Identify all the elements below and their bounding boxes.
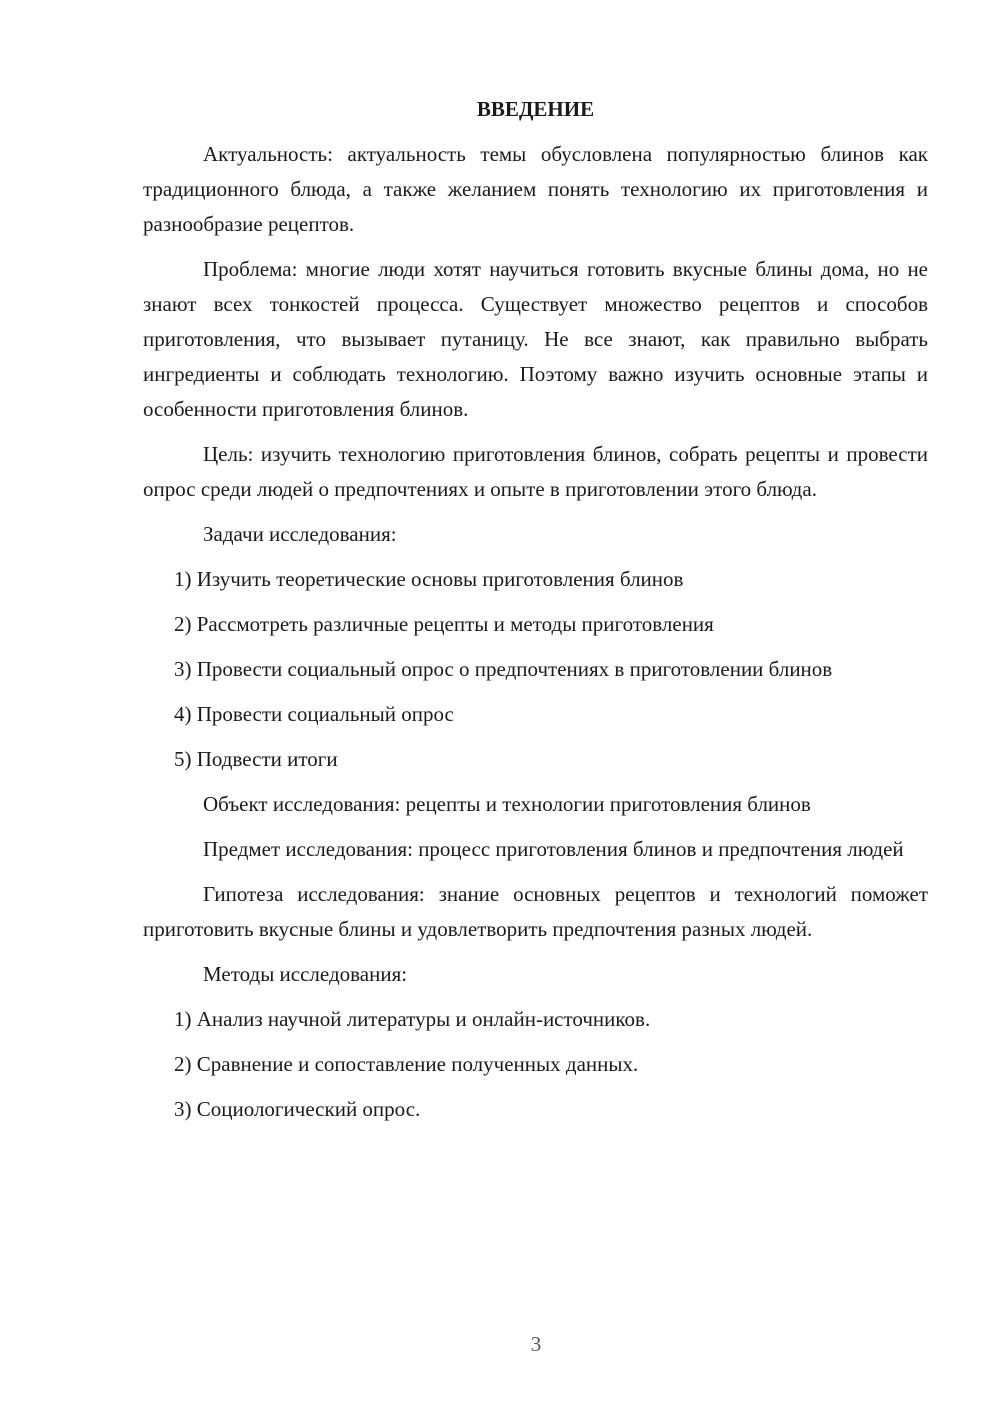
- hypothesis-paragraph: Гипотеза исследования: знание основных рецептов и технологий поможет приготовить вкусные блины и удовлетворить предпочтения разных людей.: [143, 882, 928, 941]
- object-paragraph: Объект исследования: рецепты и технологии приготовления блинов: [203, 792, 811, 816]
- subject-paragraph: Предмет исследования: процесс приготовления блинов и предпочтения людей: [203, 837, 904, 861]
- method-item: 3) Социологический опрос.: [174, 1097, 421, 1121]
- task-item: 1) Изучить теоретические основы приготовления блинов: [174, 567, 684, 591]
- task-item: 3) Провести социальный опрос о предпочтениях в приготовлении блинов: [174, 657, 833, 681]
- problem-paragraph: Проблема: многие люди хотят научиться готовить вкусные блины дома, но не знают всех тонкостей процесса. Существует множество рецептов и способов приготовления, что вызывает путаницу. Не все знают, как правильно выбрать ингредиенты и соблюдать технологию. Поэтому важно изучить основные этапы и особенности приготовления блинов.: [143, 257, 928, 421]
- task-item: 2) Рассмотреть различные рецепты и методы приготовления: [174, 612, 714, 636]
- task-item: 4) Провести социальный опрос: [174, 702, 454, 726]
- methods-heading: Методы исследования:: [203, 962, 408, 986]
- task-item: 5) Подвести итоги: [174, 747, 338, 771]
- method-item: 1) Анализ научной литературы и онлайн-источников.: [174, 1007, 651, 1031]
- document-page: [143, 92, 928, 1137]
- goal-paragraph: Цель: изучить технологию приготовления блинов, собрать рецепты и провести опрос среди людей о предпочтениях и опыте в приготовлении этого блюда.: [143, 442, 928, 501]
- relevance-paragraph: Актуальность: актуальность темы обусловлена популярностью блинов как традиционного блюда, а также желанием понять технологию их приготовления и разнообразие рецептов.: [143, 142, 928, 236]
- page-number: 3: [530, 1332, 542, 1356]
- section-title: ВВЕДЕНИЕ: [476, 97, 595, 121]
- method-item: 2) Сравнение и сопоставление полученных данных.: [174, 1052, 639, 1076]
- tasks-heading: Задачи исследования:: [203, 522, 397, 546]
